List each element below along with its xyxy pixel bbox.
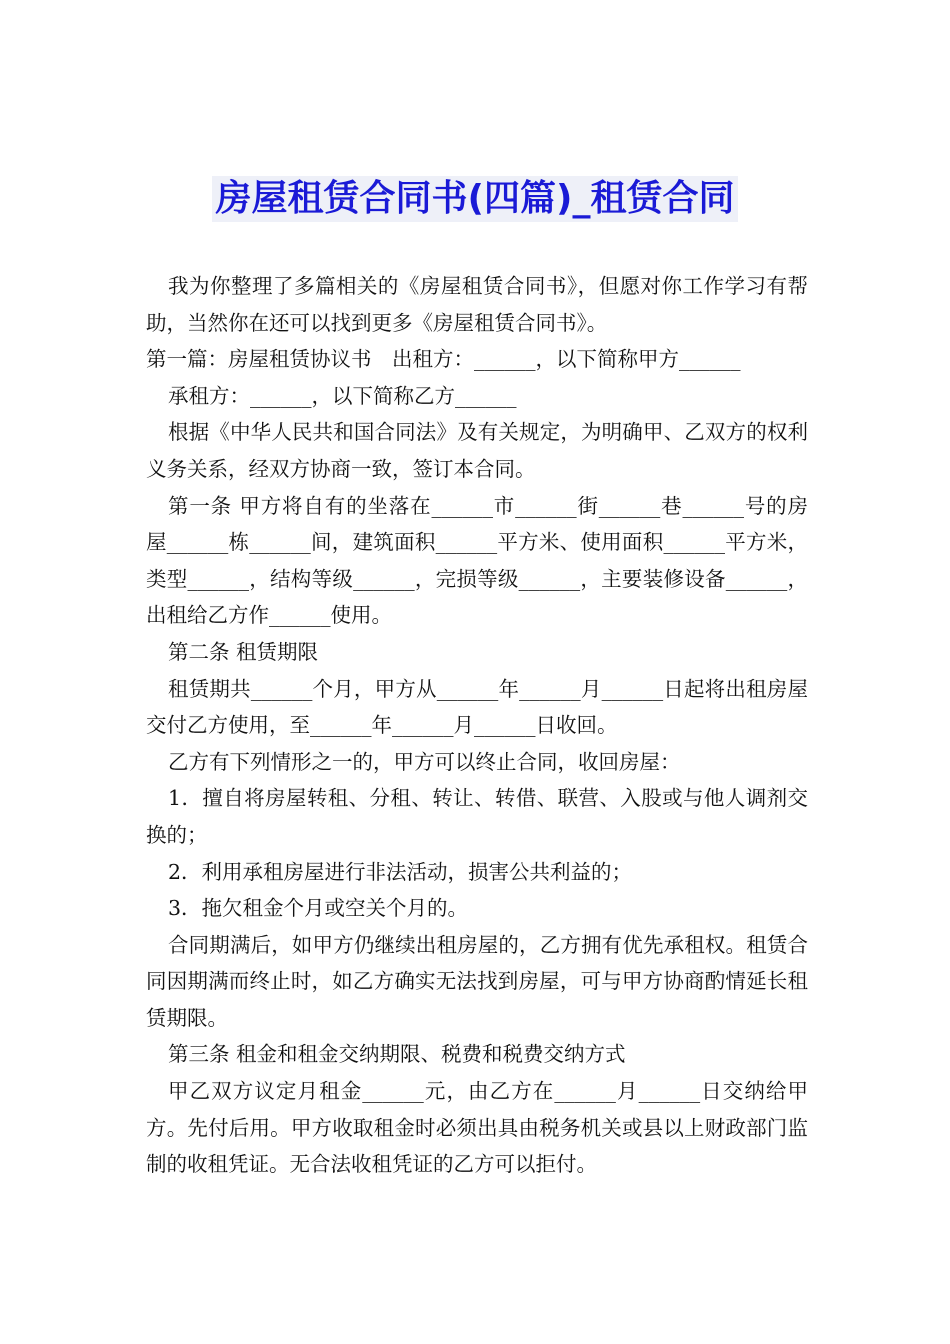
list-item-1: 1．擅自将房屋转租、分租、转让、转借、联营、入股或与他人调剂交换的； [146, 786, 808, 847]
paragraph-article-2-heading: 第二条 租赁期限 [168, 639, 319, 664]
list-item-3: 3．拖欠租金个月或空关个月的。 [168, 896, 469, 921]
paragraph-intro: 我为你整理了多篇相关的《房屋租赁合同书》，但愿对你工作学习有帮助，当然你在还可以找到更多《房屋租赁合同书》。 [146, 274, 808, 335]
paragraph-lessee: 承租方：______，以下简称乙方______ [168, 383, 517, 408]
paragraph-rent: 甲乙双方议定月租金______元，由乙方在______月______日交纳给甲方。先付后用。甲方收取租金时必须出具由税务机关或县以上财政部门监制的收租凭证。无合法收租凭证的乙方可以拒付。 [146, 1079, 808, 1177]
paragraph-article-3-heading: 第三条 租金和租金交纳期限、税费和税费交纳方式 [168, 1042, 626, 1067]
paragraph-article-1: 第一条 甲方将自有的坐落在______市______街______巷______号的房屋______栋______间，建筑面积______平方米、使用面积______平方米，类型______，结构等级______，完损等级______，主要装修设备______，出租给乙方作______使用。 [146, 493, 808, 628]
paragraph-lease-term: 租赁期共______个月，甲方从______年______月______日起将出租房屋交付乙方使用，至______年______月______日收回。 [146, 676, 808, 738]
paragraph-renewal: 合同期满后，如甲方仍继续出租房屋的，乙方拥有优先承租权。租赁合同因期满而终止时，如乙方确实无法找到房屋，可与甲方协商酌情延长租赁期限。 [146, 932, 808, 1030]
paragraph-basis: 根据《中华人民共和国合同法》及有关规定，为明确甲、乙双方的权利义务关系，经双方协商一致，签订本合同。 [146, 420, 808, 481]
document-body [146, 268, 808, 1183]
title-container [0, 176, 950, 222]
document-title: 房屋租赁合同书(四篇)_租赁合同 [212, 176, 739, 222]
list-item-2: 2．利用承租房屋进行非法活动，损害公共利益的； [168, 859, 633, 884]
paragraph-termination-intro: 乙方有下列情形之一的，甲方可以终止合同，收回房屋： [168, 749, 681, 774]
paragraph-part-one-heading: 第一篇：房屋租赁协议书 出租方：______，以下简称甲方______ [146, 347, 741, 372]
